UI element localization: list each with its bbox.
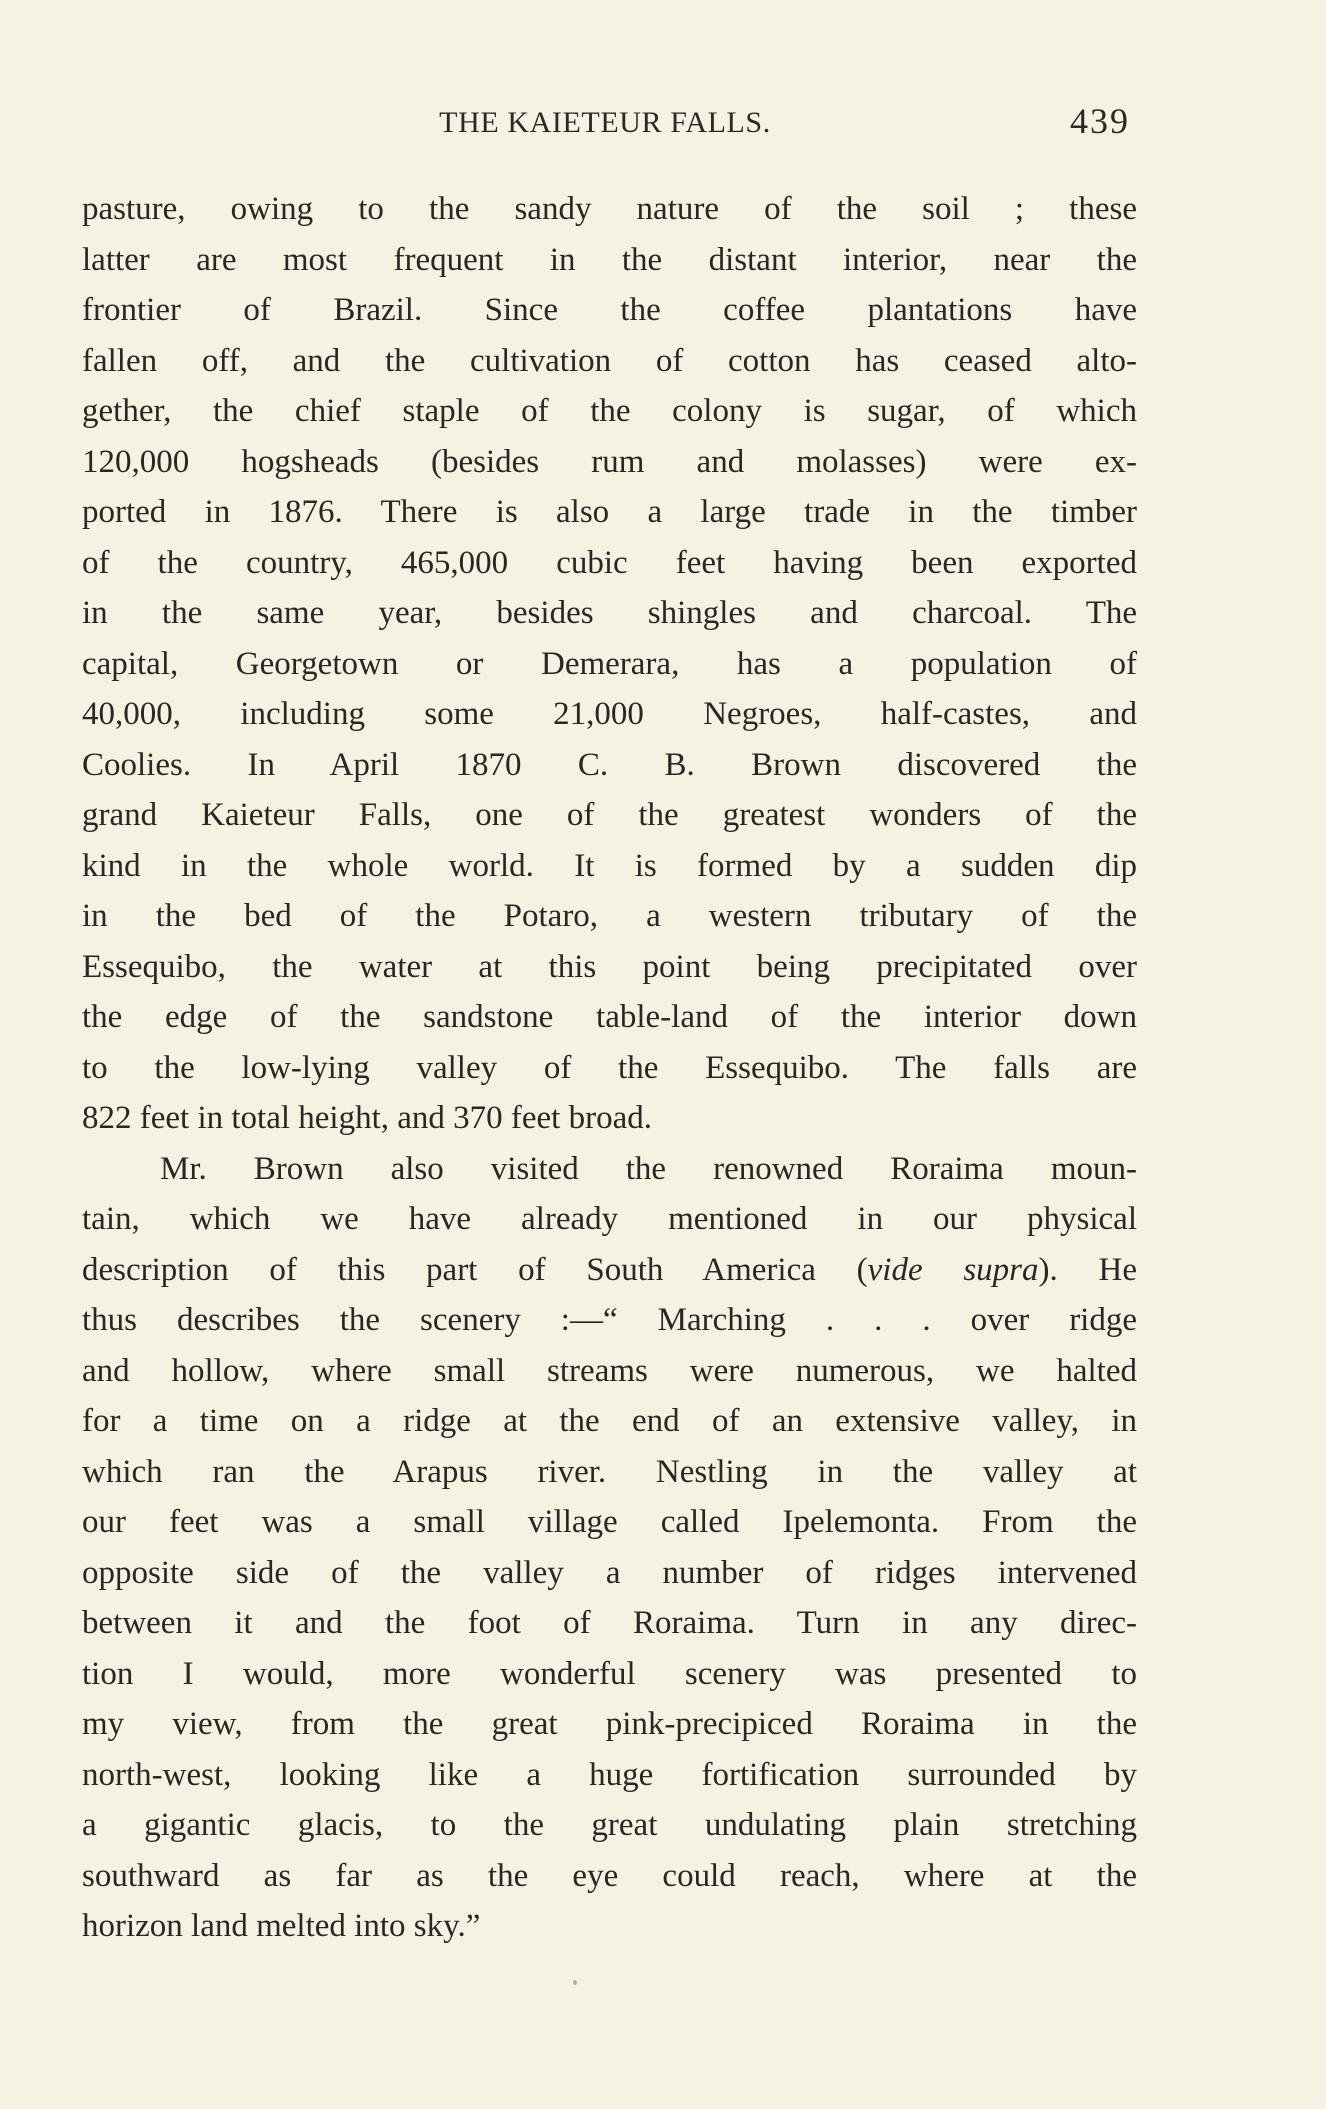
text-line: the edge of the sandstone table-land of the interior down: [82, 999, 1137, 1035]
text-line: Essequibo, the water at this point being precipitated over: [82, 948, 1137, 985]
text-line: which ran the Arapus river. Nestling in the valley at: [82, 1453, 1137, 1490]
text-line: and hollow, where small streams were numerous, we halted: [82, 1352, 1137, 1389]
running-head: [80, 100, 1130, 150]
header-title: THE KAIETEUR FALLS.: [439, 106, 771, 139]
text-line: my view, from the great pink-precipiced Roraima in the: [82, 1706, 1137, 1742]
text-line: gether, the chief staple of the colony is sugar, of which: [82, 393, 1137, 429]
text-line: opposite side of the valley a number of ridges intervened: [82, 1554, 1137, 1591]
text-line: capital, Georgetown or Demerara, has a population of: [82, 645, 1137, 682]
text-line-with-italic: [82, 1245, 1137, 1296]
text-line: southward as far as the eye could reach, where at the: [82, 1857, 1137, 1894]
text-line: kind in the whole world. It is formed by a sudden dip: [82, 847, 1137, 884]
text-line: 120,000 hogsheads (besides rum and molasses) were ex-: [82, 443, 1137, 480]
text-line: to the low-lying valley of the Essequibo. The falls are: [82, 1049, 1137, 1086]
text-line: north-west, looking like a huge fortification surrounded by: [82, 1756, 1137, 1793]
text-line: for a time on a ridge at the end of an extensive valley, in: [82, 1403, 1137, 1439]
text-line: 40,000, including some 21,000 Negroes, half-castes, and: [82, 696, 1137, 732]
body-text: [82, 184, 1137, 1952]
text-segment: description of this part of South America (: [82, 1251, 868, 1288]
text-line: ported in 1876. There is also a large trade in the timber: [82, 494, 1137, 530]
text-line: a gigantic glacis, to the great undulating plain stretching: [82, 1807, 1137, 1843]
text-line: thus describes the scenery :—“ Marching . . . over ridge: [82, 1302, 1137, 1338]
text-line: Coolies. In April 1870 C. B. Brown discovered the: [82, 746, 1137, 783]
text-line: in the bed of the Potaro, a western tributary of the: [82, 898, 1137, 934]
text-line: tain, which we have already mentioned in our physical: [82, 1201, 1137, 1237]
text-line: horizon land melted into sky.”: [82, 1908, 481, 1944]
text-line: our feet was a small village called Ipelemonta. From the: [82, 1504, 1137, 1540]
text-line: latter are most frequent in the distant interior, near the: [82, 241, 1137, 278]
italic-reference: vide supra: [867, 1251, 1039, 1288]
text-line: Mr. Brown also visited the renowned Roraima moun-: [160, 1150, 1137, 1187]
text-line: in the same year, besides shingles and charcoal. The: [82, 595, 1137, 631]
text-line: frontier of Brazil. Since the coffee plantations have: [82, 292, 1137, 328]
text-line: pasture, owing to the sandy nature of the soil ; these: [82, 191, 1137, 227]
page-number: 439: [1070, 101, 1130, 141]
text-line: between it and the foot of Roraima. Turn in any direc-: [82, 1605, 1137, 1641]
text-line: 822 feet in total height, and 370 feet broad.: [82, 1100, 652, 1136]
text-segment: ). He: [1038, 1251, 1137, 1288]
ink-speck: [573, 1980, 577, 1985]
text-line: grand Kaieteur Falls, one of the greatest wonders of the: [82, 797, 1137, 833]
text-line: fallen off, and the cultivation of cotton has ceased alto-: [82, 342, 1137, 379]
text-line: of the country, 465,000 cubic feet having been exported: [82, 544, 1137, 581]
text-line: tion I would, more wonderful scenery was presented to: [82, 1655, 1137, 1692]
